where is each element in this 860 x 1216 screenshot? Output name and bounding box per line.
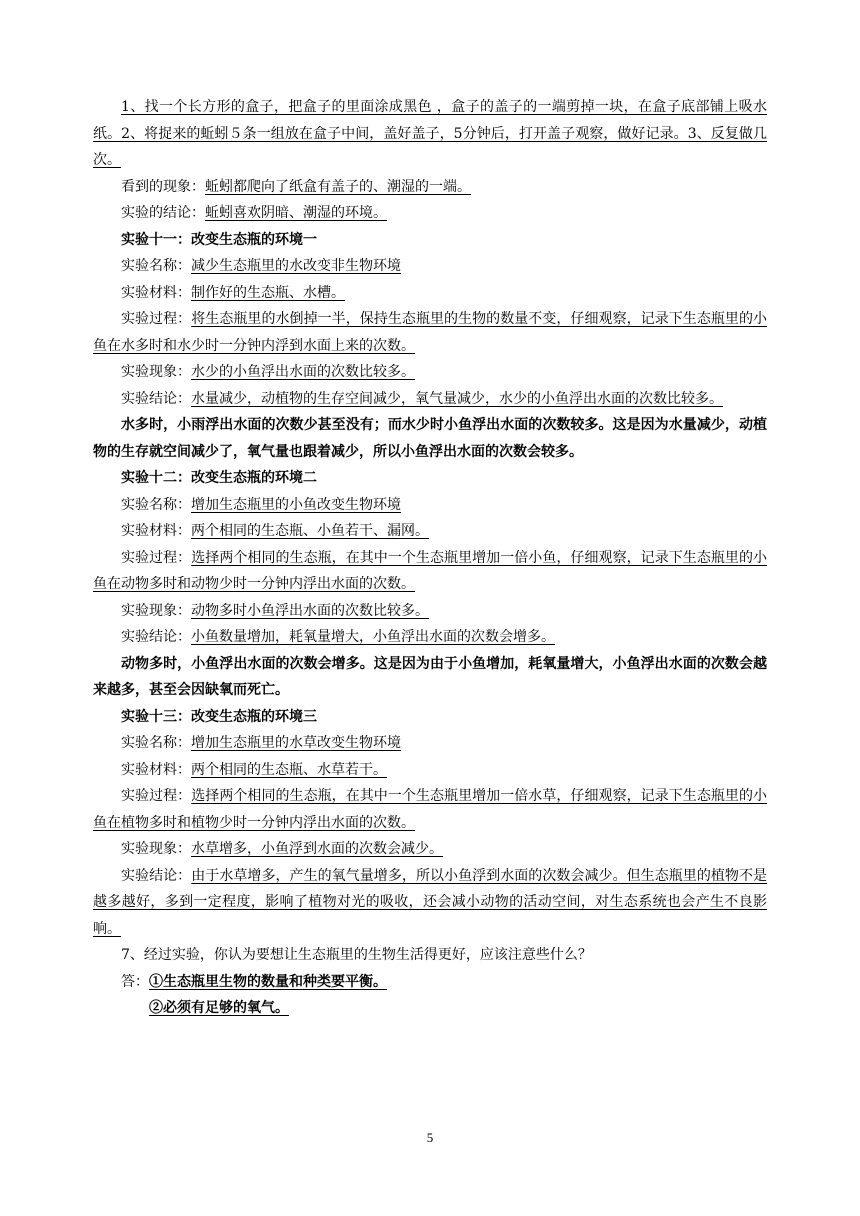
field-label: 实验名称： bbox=[121, 735, 191, 751]
answer-line-2 bbox=[93, 995, 767, 1022]
field-value: 选择两个相同的生态瓶，在其中一个生态瓶里增加一倍小鱼，仔细观察，记录下生态瓶里的小鱼在动物多时和动物少时一分钟内浮出水面的次数。 bbox=[93, 549, 768, 592]
field-value: 1、找一个长方形的盒子，把盒子的里面涂成黑色 ，盒子的盖子的一端剪掉一块，在盒子底部铺上吸水纸。2、将捉来的蚯蚓５条一组放在盒子中间，盖好盖子，5分钟后，打开盖子观察，做好记录。3、反复做几次。 bbox=[93, 99, 767, 168]
labeled-paragraph bbox=[93, 174, 767, 201]
field-label: 实验名称： bbox=[121, 258, 191, 274]
field-label: 实验过程： bbox=[121, 549, 192, 566]
labeled-paragraph bbox=[93, 492, 767, 519]
field-label: 实验材料： bbox=[121, 284, 191, 301]
field-value: 水量减少，动植物的生存空间减少，氧气量减少，水少的小鱼浮出水面的次数比较多。 bbox=[191, 390, 723, 407]
field-value: 动物多时小鱼浮出水面的次数比较多。 bbox=[191, 602, 429, 619]
document-page bbox=[93, 94, 767, 1022]
labeled-paragraph bbox=[93, 306, 767, 359]
field-label: 看到的现象： bbox=[121, 178, 205, 195]
labeled-paragraph bbox=[93, 783, 767, 836]
field-value: 减少生态瓶里的水改变非生物环境 bbox=[191, 258, 401, 274]
field-label: 实验现象： bbox=[121, 602, 191, 619]
field-value: 制作好的生态瓶、水槽。 bbox=[191, 284, 345, 301]
document-body bbox=[93, 94, 767, 969]
field-label: 实验现象： bbox=[121, 841, 191, 857]
answer-line-1 bbox=[93, 969, 767, 996]
field-value: 水少的小鱼浮出水面的次数比较多。 bbox=[191, 364, 415, 380]
field-value: 小鱼数量增加，耗氧量增大，小鱼浮出水面的次数会增多。 bbox=[191, 629, 555, 645]
field-label: 实验结论： bbox=[121, 867, 192, 884]
field-value: 两个相同的生态瓶、水草若干。 bbox=[191, 761, 387, 778]
question-text: 7、经过实验，你认为要想让生态瓶里的生物生活得更好，应该注意些什么？ bbox=[121, 947, 592, 963]
field-label: 实验过程： bbox=[121, 788, 192, 804]
field-value: 增加生态瓶里的小鱼改变生物环境 bbox=[191, 496, 401, 513]
bold-explanation: 水多时，小雨浮出水面的次数少甚至没有；而水少时小鱼浮出水面的次数较多。这是因为水量减少，动植物的生存就空间减少了，氧气量也跟着减少，所以小鱼浮出水面的次数会较多。 bbox=[93, 417, 767, 460]
field-label: 实验材料： bbox=[121, 523, 191, 539]
field-label: 实验的结论： bbox=[121, 205, 205, 221]
labeled-paragraph bbox=[93, 598, 767, 625]
field-label: 实验结论： bbox=[121, 390, 191, 407]
labeled-paragraph bbox=[93, 94, 767, 174]
answer-item-2: ②必须有足够的氧气。 bbox=[149, 1000, 289, 1016]
labeled-paragraph bbox=[93, 200, 767, 227]
field-value: 两个相同的生态瓶、小鱼若干、漏网。 bbox=[191, 523, 429, 539]
answer-item-1: ①生态瓶里生物的数量和种类要平衡。 bbox=[149, 973, 387, 990]
labeled-paragraph bbox=[93, 280, 767, 307]
labeled-paragraph bbox=[93, 253, 767, 280]
field-value: 将生态瓶里的水倒掉一半，保持生态瓶里的生物的数量不变，仔细观察，记录下生态瓶里的小鱼在水多时和水少时一分钟内浮到水面上来的次数。 bbox=[93, 311, 768, 354]
experiment-heading: 实验十一：改变生态瓶的环境一 bbox=[121, 231, 317, 248]
labeled-paragraph bbox=[93, 730, 767, 757]
answer-label: 答： bbox=[121, 973, 149, 990]
field-value: 蚯蚓喜欢阴暗、潮湿的环境。 bbox=[205, 205, 387, 221]
field-value: 由于水草增多，产生的氧气量增多，所以小鱼浮到水面的次数会减少。但生态瓶里的植物不是越多越好，多到一定程度，影响了植物对光的吸收，还会减小动物的活动空间，对生态系统也会产生不良影响。 bbox=[93, 867, 768, 937]
field-label: 实验现象： bbox=[121, 364, 191, 380]
field-value: 增加生态瓶里的水草改变生物环境 bbox=[191, 735, 401, 751]
page-number: 5 bbox=[426, 1130, 434, 1145]
field-label: 实验名称： bbox=[121, 496, 191, 513]
field-label: 实验结论： bbox=[121, 629, 191, 645]
field-value: 选择两个相同的生态瓶，在其中一个生态瓶里增加一倍水草，仔细观察，记录下生态瓶里的小鱼在植物多时和植物少时一分钟内浮出水面的次数。 bbox=[93, 788, 768, 831]
labeled-paragraph bbox=[93, 545, 767, 598]
field-label: 实验过程： bbox=[121, 311, 192, 327]
labeled-paragraph bbox=[93, 757, 767, 784]
labeled-paragraph bbox=[93, 624, 767, 651]
field-value: 水草增多，小鱼浮到水面的次数会减少。 bbox=[191, 841, 443, 857]
labeled-paragraph bbox=[93, 359, 767, 386]
bold-explanation: 动物多时，小鱼浮出水面的次数会增多。这是因为由于小鱼增加，耗氧量增大，小鱼浮出水面的次数会越来越多，甚至会因缺氧而死亡。 bbox=[93, 655, 767, 698]
labeled-paragraph bbox=[93, 518, 767, 545]
labeled-paragraph bbox=[93, 863, 767, 943]
experiment-heading: 实验十二：改变生态瓶的环境二 bbox=[121, 470, 317, 486]
field-value: 蚯蚓都爬向了纸盒有盖子的、潮湿的一端。 bbox=[205, 178, 471, 195]
field-label: 实验材料： bbox=[121, 761, 191, 778]
labeled-paragraph bbox=[93, 386, 767, 413]
labeled-paragraph bbox=[93, 836, 767, 863]
experiment-heading: 实验十三：改变生态瓶的环境三 bbox=[121, 708, 317, 725]
